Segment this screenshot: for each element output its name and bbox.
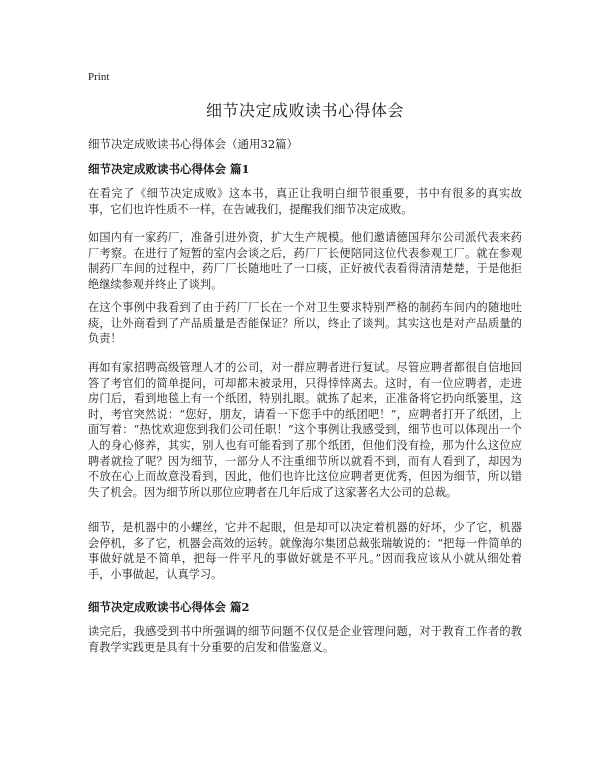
print-link[interactable]: Print xyxy=(88,71,110,83)
paragraph-2-1: 读完后，我感受到书中所强调的细节问题不仅仅是企业管理问题，对于教育工作者的教育教学实践更是具有十分重要的启发和借鉴意义。 xyxy=(88,625,522,654)
paragraph-1-5: 细节，是机器中的小螺丝，它并不起眼，但是却可以决定着机器的好坏，少了它，机器会停机，多了它，机器会高效的运转。就像海尔集团总裁张瑞敏说的：“把每一件简单的事做好就是不简单，把每一件平凡的事做好就是不平凡。”因而我应该从小就从细处着手，小事做起，认真学习。 xyxy=(88,521,522,581)
document-subtitle: 细节决定成败读书心得体会（通用32篇） xyxy=(88,137,299,151)
paragraph-1-4: 再如有家招聘高级管理人才的公司，对一群应聘者进行复试。尽管应聘者都很自信地回答了考官们的简单提问，可却都未被录用，只得悻悻离去。这时，有一位应聘者，走进房门后，看到地毯上有一个纸团，特别扎眼。就拣了起来，正准备将它扔向纸篓里，这时，考官突然说：“您好，朋友，请看一下您手中的纸团吧！”，应聘者打开了纸团，上面写着：“热忱欢迎您到我们公司任职！”这个事例让我感受到，细节也可以体现出一个人的身心修养，其实，别人也有可能看到了那个纸团，但他们没有捡，那为什么这位应聘者就捡了呢？因为细节，一部分人不注重细节所以就看不到，而有人看到了，却因为不放在心上而故意没看到，因此，他们也许比这位应聘者更优秀，但因为细节，所以错失了机会。因为细节所以那位应聘者在几年后成了这家著名大公司的总裁。 xyxy=(88,361,522,499)
paragraph-1-3: 在这个事例中我看到了由于药厂厂长在一个对卫生要求特别严格的制药车间内的随地吐痰，让外商看到了产品质量是否能保证？所以，终止了谈判。其实这也是对产品质量的负责！ xyxy=(88,301,522,346)
section-heading-1: 细节决定成败读书心得体会 篇1 xyxy=(88,162,250,176)
paragraph-1-2: 如国内有一家药厂，准备引进外资，扩大生产规模。他们邀请德国拜尔公司派代表来药厂考察。在进行了短暂的室内会谈之后，药厂厂长便陪同这位代表参观工厂。就在参观制药厂车间的过程中，药厂厂长随地吐了一口痰，正好被代表看得清清楚楚，于是他拒绝继续参观并终止了谈判。 xyxy=(88,231,522,291)
section-heading-2: 细节决定成败读书心得体会 篇2 xyxy=(88,600,250,614)
paragraph-1-1: 在看完了《细节决定成败》这本书，真正让我明白细节很重要，书中有很多的真实故事，它们也许性质不一样，在告诫我们，提醒我们细节决定成败。 xyxy=(88,187,522,216)
page-title: 细节决定成败读书心得体会 xyxy=(205,101,404,120)
